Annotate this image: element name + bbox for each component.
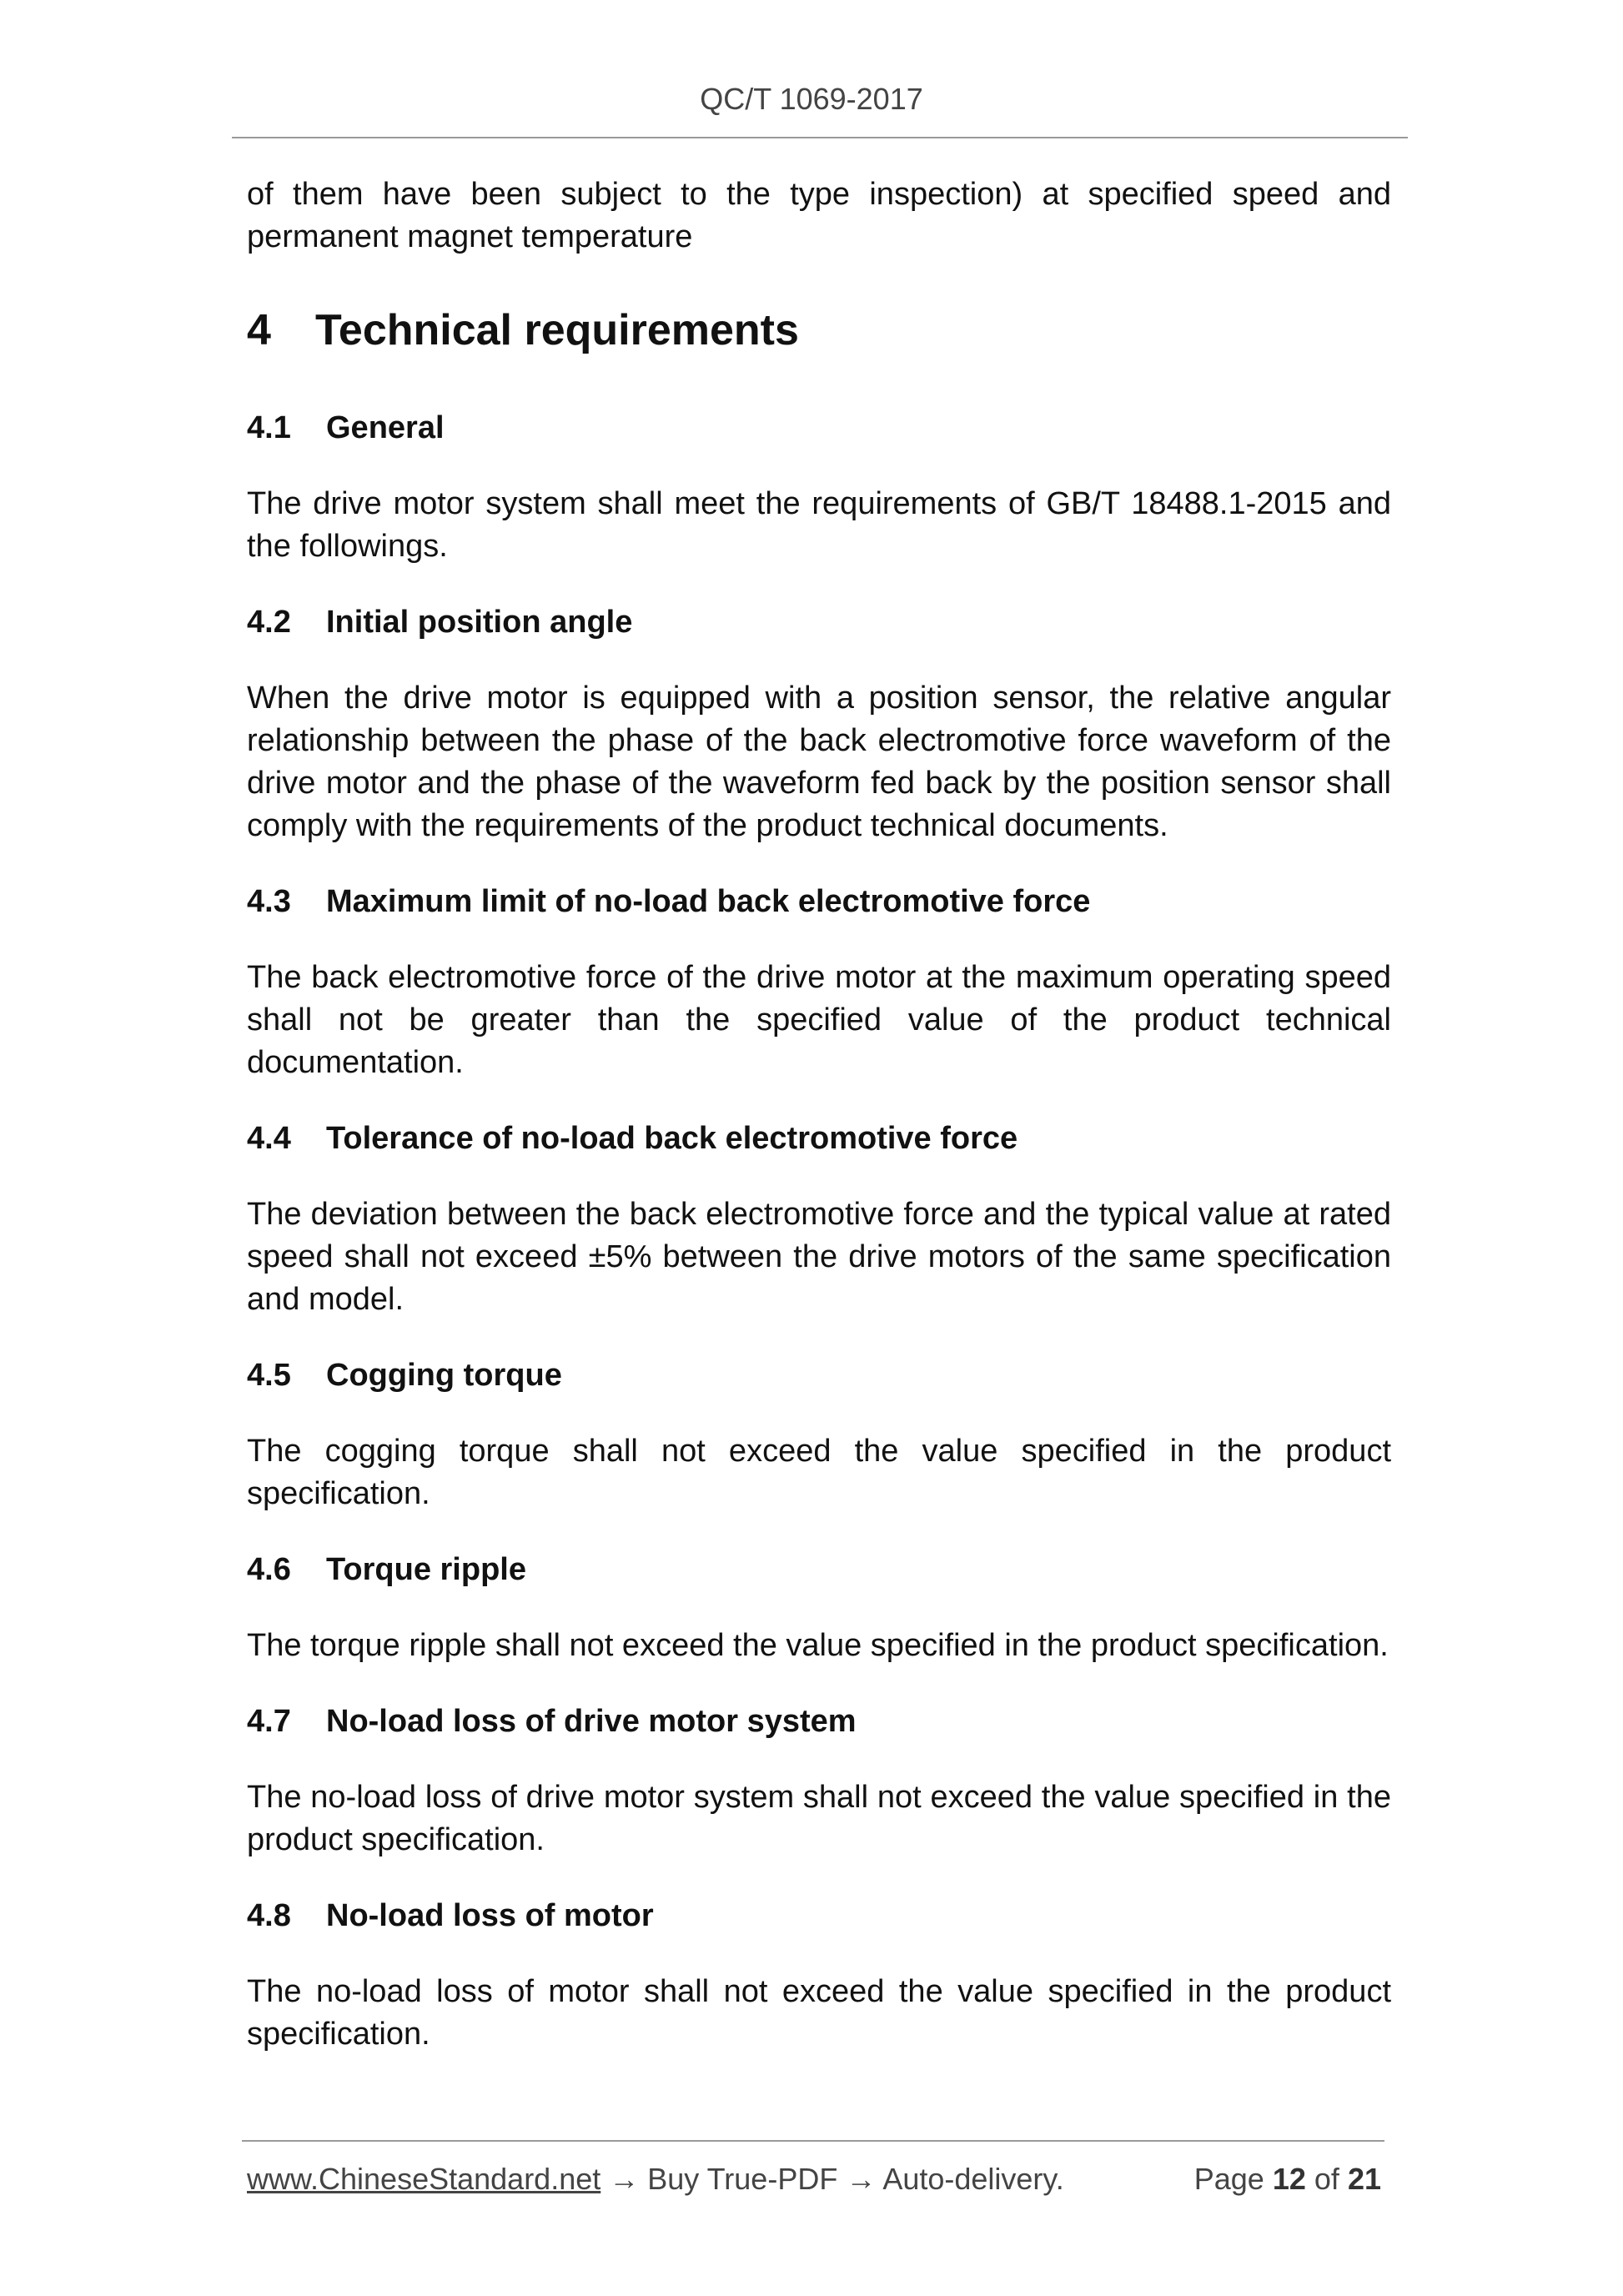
subsection-number: 4.4: [247, 1121, 291, 1156]
subsection-title: Maximum limit of no-load back electromotive force: [326, 884, 1091, 919]
subsection-paragraph: The back electromotive force of the drive motor at the maximum operating speed shall not be greater than the specified value of the product technical documentation.: [247, 960, 1391, 1080]
subsection-number: 4.3: [247, 884, 291, 919]
subsection-title: Torque ripple: [326, 1552, 526, 1587]
footer-tagline: → Buy True-PDF → Auto-delivery.: [600, 2162, 1064, 2196]
intro-paragraph: of them have been subject to the type inspection) at specified speed and permanent magnet temperature: [247, 177, 1391, 254]
subsection-title: No-load loss of drive motor system: [326, 1704, 857, 1739]
page-current: 12: [1272, 2162, 1306, 2196]
subsection-4-2: [247, 601, 1391, 847]
subsection-heading: [247, 881, 1391, 923]
header-divider: [232, 137, 1408, 138]
subsection-number: 4.1: [247, 410, 291, 445]
subsection-4-1: [247, 407, 1391, 568]
subsection-4-4: [247, 1118, 1391, 1321]
section-heading: [247, 304, 1391, 357]
page-footer: [247, 2162, 1381, 2197]
subsection-heading: [247, 1895, 1391, 1937]
subsection-4-8: [247, 1895, 1391, 2056]
subsection-paragraph: The torque ripple shall not exceed the value specified in the product specification.: [247, 1628, 1389, 1663]
subsection-number: 4.7: [247, 1704, 291, 1739]
document-body: [247, 173, 1391, 2089]
subsection-number: 4.5: [247, 1358, 291, 1393]
page-label: Page: [1193, 2162, 1264, 2196]
subsection-heading: [247, 1118, 1391, 1160]
subsection-paragraph: The cogging torque shall not exceed the value specified in the product specification.: [247, 1434, 1391, 1511]
subsection-heading: [247, 407, 1391, 450]
subsection-heading: [247, 1701, 1391, 1743]
subsection-4-5: [247, 1354, 1391, 1515]
subsection-number: 4.6: [247, 1552, 291, 1587]
page-indicator: [1194, 2162, 1381, 2197]
subsection-heading: [247, 601, 1391, 644]
subsection-title: Tolerance of no-load back electromotive force: [326, 1121, 1018, 1156]
subsection-title: Initial position angle: [326, 605, 633, 640]
subsection-title: Cogging torque: [326, 1358, 562, 1393]
subsection-4-7: [247, 1701, 1391, 1861]
section-number: 4: [247, 306, 271, 354]
section-title: Technical requirements: [315, 306, 799, 354]
subsection-number: 4.8: [247, 1898, 291, 1933]
subsection-paragraph: When the drive motor is equipped with a position sensor, the relative angular relationship between the phase of the back electromotive force waveform of the drive motor and the phase of the waveform fed back by the position sensor shall comply with the requirements of the product technical documents.: [247, 681, 1391, 843]
subsection-4-6: [247, 1549, 1391, 1667]
subsection-heading: [247, 1549, 1391, 1591]
footer-website-link[interactable]: www.ChineseStandard.net: [247, 2162, 601, 2196]
subsection-number: 4.2: [247, 605, 291, 640]
footer-divider: [242, 2140, 1384, 2142]
page-of-label: of: [1314, 2162, 1339, 2196]
subsection-paragraph: The no-load loss of drive motor system shall not exceed the value specified in the product specification.: [247, 1780, 1391, 1857]
subsection-title: No-load loss of motor: [326, 1898, 654, 1933]
subsection-paragraph: The no-load loss of motor shall not exceed the value specified in the product specification.: [247, 1974, 1391, 2052]
subsection-heading: [247, 1354, 1391, 1397]
page-header-title: QC/T 1069-2017: [700, 82, 923, 116]
subsection-paragraph: The drive motor system shall meet the requirements of GB/T 18488.1-2015 and the followings.: [247, 486, 1391, 564]
footer-promo: [247, 2162, 1064, 2197]
subsection-paragraph: The deviation between the back electromotive force and the typical value at rated speed shall not exceed ±5% between the drive motors of the same specification and model.: [247, 1197, 1391, 1317]
subsection-title: General: [326, 410, 445, 445]
subsection-4-3: [247, 881, 1391, 1084]
page-total: 21: [1347, 2162, 1381, 2196]
